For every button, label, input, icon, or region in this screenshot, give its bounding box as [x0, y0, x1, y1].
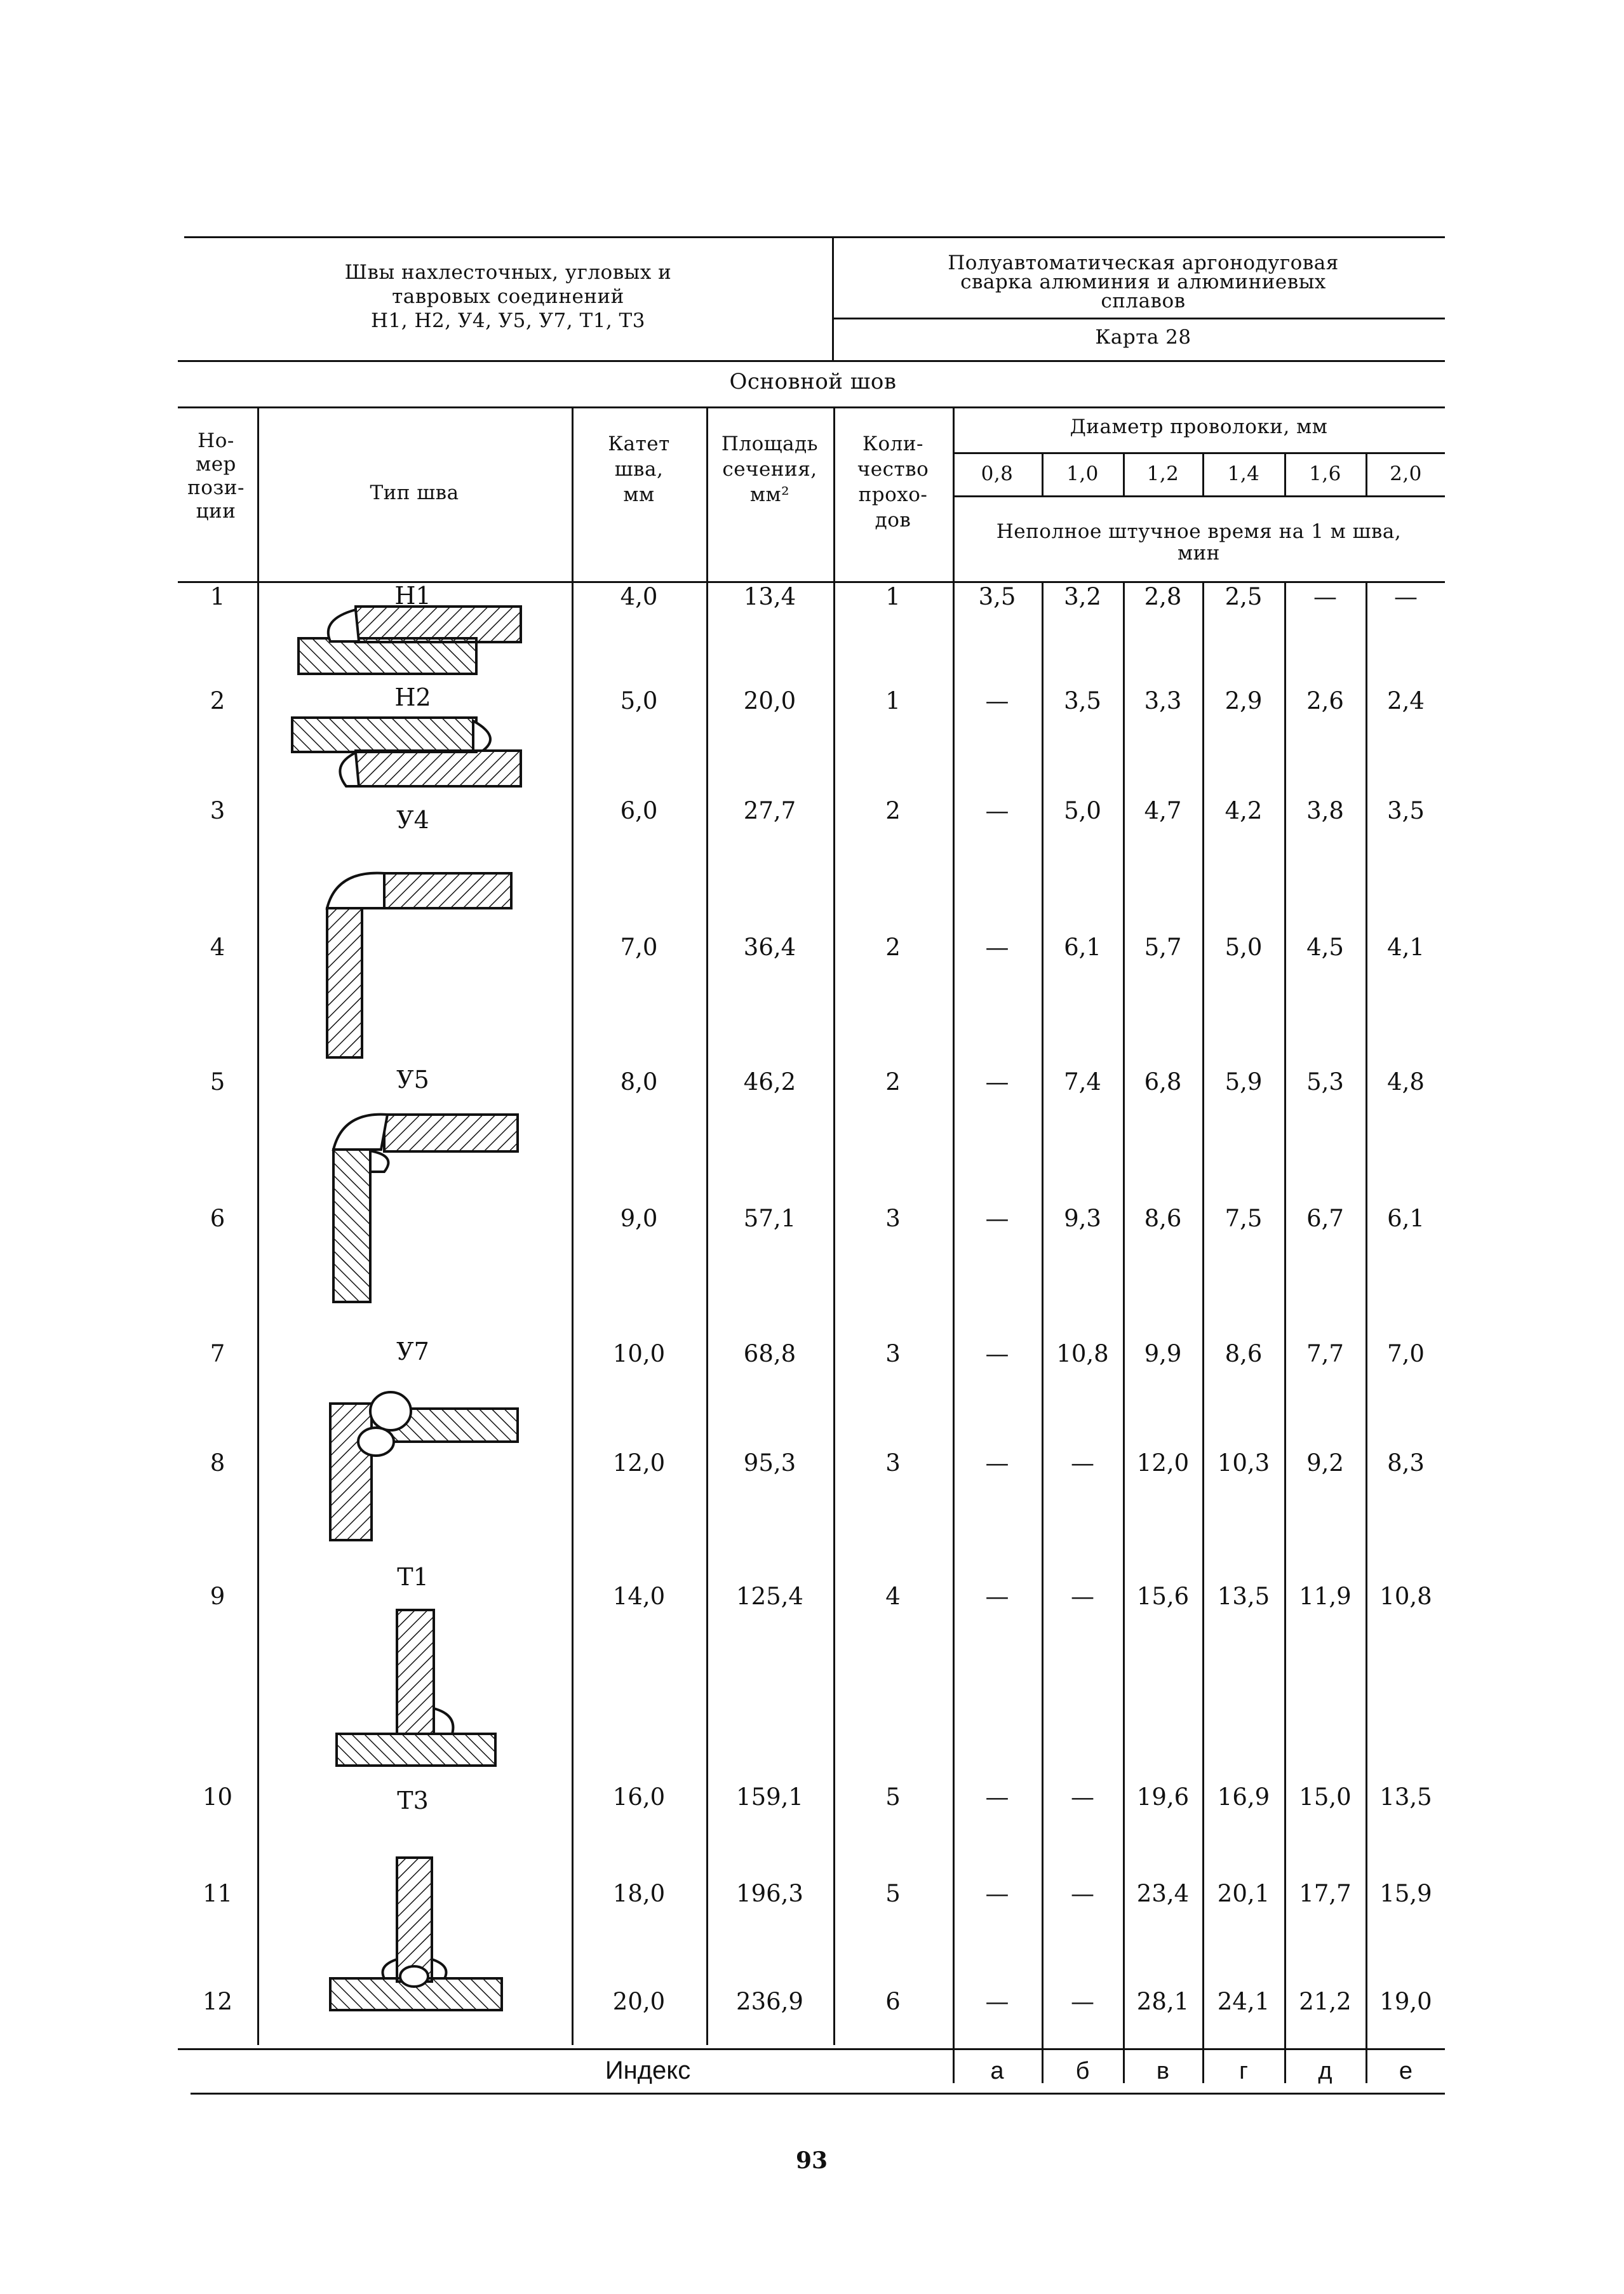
- sketch-t3: [330, 1858, 502, 2010]
- rule-body-bottom: [178, 2048, 1445, 2050]
- row-3-passes: 2: [885, 797, 901, 824]
- row-5-time-2: 6,8: [1144, 1068, 1182, 1096]
- row-2-time-0: —: [985, 687, 1009, 714]
- row-2-passes: 1: [885, 687, 901, 714]
- rule-top: [184, 236, 1445, 238]
- row-6-time-1: 9,3: [1064, 1205, 1101, 1232]
- row-12-time-1: —: [1071, 1988, 1094, 2015]
- row-4-time-0: —: [985, 934, 1009, 961]
- seam-label-y7: У7: [396, 1338, 429, 1365]
- col-area-1: Площадь: [721, 433, 819, 455]
- row-9-time-4: 11,9: [1299, 1583, 1352, 1610]
- sketch-y5: [333, 1115, 518, 1302]
- index-e: е: [1399, 2058, 1413, 2084]
- row-3-time-1: 5,0: [1064, 797, 1101, 824]
- row-6-time-2: 8,6: [1144, 1205, 1182, 1232]
- page-number: 93: [795, 2147, 828, 2174]
- row-7-time-0: —: [985, 1340, 1009, 1367]
- row-3-time-3: 4,2: [1225, 797, 1263, 824]
- row-2-leg: 5,0: [620, 687, 658, 714]
- row-2-time-3: 2,9: [1225, 687, 1263, 714]
- row-4-n: 4: [210, 934, 225, 961]
- row-4-area: 36,4: [743, 934, 796, 961]
- col-seam-type: Тип шва: [370, 481, 459, 504]
- row-11-area: 196,3: [736, 1880, 803, 1907]
- row-9-n: 9: [210, 1583, 225, 1610]
- row-1-area: 13,4: [743, 583, 796, 610]
- row-1-time-0: 3,5: [978, 583, 1016, 610]
- right-title-line-2: сварка алюминия и алюминиевых: [960, 271, 1326, 293]
- row-8-time-4: 9,2: [1306, 1449, 1344, 1477]
- row-3-time-0: —: [985, 797, 1009, 824]
- row-4-time-2: 5,7: [1144, 934, 1182, 961]
- col-position-3: пози-: [187, 476, 245, 499]
- row-9-time-3: 13,5: [1217, 1583, 1270, 1610]
- row-1-time-5: —: [1394, 583, 1418, 610]
- row-10-time-0: —: [985, 1783, 1009, 1811]
- row-9-area: 125,4: [736, 1583, 803, 1610]
- seam-label-h1: Н1: [394, 582, 431, 610]
- row-4-leg: 7,0: [620, 934, 658, 961]
- row-11-n: 11: [202, 1880, 233, 1907]
- row-7-area: 68,8: [743, 1340, 796, 1367]
- diameter-1: 1,0: [1066, 462, 1099, 485]
- row-11-time-1: —: [1071, 1880, 1094, 1907]
- seam-label-t3: Т3: [397, 1787, 429, 1814]
- row-7-time-3: 8,6: [1225, 1340, 1263, 1367]
- row-6-leg: 9,0: [620, 1205, 658, 1232]
- rule-header-divider: [832, 236, 834, 360]
- col-leg-2: шва,: [614, 458, 664, 481]
- rule-diameter-top: [953, 452, 1445, 454]
- row-1-leg: 4,0: [620, 583, 658, 610]
- row-8-time-3: 10,3: [1217, 1449, 1270, 1477]
- row-7-time-4: 7,7: [1306, 1340, 1344, 1367]
- col-passes-2: чество: [857, 458, 929, 481]
- sketch-y7: [330, 1392, 518, 1540]
- right-title-line-1: Полуавтоматическая аргонодуговая: [948, 252, 1339, 274]
- row-1-passes: 1: [885, 583, 901, 610]
- left-title-line-1: Швы нахлесточных, угловых и: [344, 261, 672, 284]
- row-6-n: 6: [210, 1205, 225, 1232]
- row-2-n: 2: [210, 687, 225, 714]
- row-9-time-2: 15,6: [1136, 1583, 1190, 1610]
- row-8-time-0: —: [985, 1449, 1009, 1477]
- row-6-time-0: —: [985, 1205, 1009, 1232]
- index-g: г: [1239, 2058, 1248, 2084]
- row-7-time-1: 10,8: [1056, 1340, 1109, 1367]
- index-b: б: [1075, 2058, 1090, 2084]
- row-8-leg: 12,0: [612, 1449, 666, 1477]
- row-2-time-1: 3,5: [1064, 687, 1101, 714]
- row-1-time-4: —: [1313, 583, 1337, 610]
- card-label: Карта 28: [1095, 326, 1191, 349]
- col-leg-3: мм: [623, 483, 655, 506]
- rule-diameter-bottom: [953, 495, 1445, 497]
- row-4-passes: 2: [885, 934, 901, 961]
- row-10-time-5: 13,5: [1379, 1783, 1432, 1811]
- left-title-line-2: тавровых соединений: [392, 285, 624, 308]
- col-area-3: мм²: [749, 483, 790, 506]
- row-9-passes: 4: [885, 1583, 901, 1610]
- row-12-time-3: 24,1: [1217, 1988, 1270, 2015]
- row-5-leg: 8,0: [620, 1068, 658, 1096]
- col-position-1: Но-: [198, 429, 234, 452]
- row-4-time-1: 6,1: [1064, 934, 1101, 961]
- diameter-5: 2,0: [1390, 462, 1422, 485]
- index-label: Индекс: [605, 2056, 691, 2084]
- row-11-time-0: —: [985, 1880, 1009, 1907]
- row-3-area: 27,7: [743, 797, 796, 824]
- seam-label-y5: У5: [396, 1066, 429, 1094]
- index-d: д: [1318, 2058, 1332, 2084]
- rule-col-5: [953, 406, 955, 2083]
- row-4-time-5: 4,1: [1387, 934, 1425, 961]
- row-11-time-4: 17,7: [1299, 1880, 1352, 1907]
- row-10-area: 159,1: [736, 1783, 803, 1811]
- row-11-leg: 18,0: [612, 1880, 666, 1907]
- row-12-area: 236,9: [736, 1988, 803, 2015]
- row-11-time-3: 20,1: [1217, 1880, 1270, 1907]
- row-3-time-5: 3,5: [1387, 797, 1425, 824]
- index-a: а: [990, 2058, 1004, 2084]
- row-12-leg: 20,0: [612, 1988, 666, 2015]
- row-6-passes: 3: [885, 1205, 901, 1232]
- time-label-2: мин: [1178, 542, 1220, 565]
- row-1-time-1: 3,2: [1064, 583, 1101, 610]
- diameter-0: 0,8: [981, 462, 1014, 485]
- row-6-time-4: 6,7: [1306, 1205, 1344, 1232]
- row-10-time-3: 16,9: [1217, 1783, 1270, 1811]
- row-6-time-3: 7,5: [1225, 1205, 1263, 1232]
- rule-col-1: [257, 406, 259, 2045]
- seam-label-t1: Т1: [397, 1563, 429, 1591]
- row-3-time-4: 3,8: [1306, 797, 1344, 824]
- row-12-passes: 6: [885, 1988, 901, 2015]
- row-12-time-0: —: [985, 1988, 1009, 2015]
- sketch-h2: [292, 718, 521, 786]
- row-2-area: 20,0: [743, 687, 796, 714]
- row-11-passes: 5: [885, 1880, 901, 1907]
- rule-header-bottom: [178, 360, 1445, 362]
- row-12-time-4: 21,2: [1299, 1988, 1352, 2015]
- row-5-n: 5: [210, 1068, 225, 1096]
- col-passes-4: дов: [875, 509, 911, 532]
- row-8-time-5: 8,3: [1387, 1449, 1425, 1477]
- sketch-t1: [337, 1610, 495, 1766]
- row-10-n: 10: [202, 1783, 233, 1811]
- row-9-time-5: 10,8: [1379, 1583, 1432, 1610]
- row-8-time-2: 12,0: [1136, 1449, 1190, 1477]
- row-7-n: 7: [210, 1340, 225, 1367]
- col-passes-1: Коли-: [862, 433, 923, 455]
- seam-label-y4: У4: [396, 806, 429, 834]
- diameter-4: 1,6: [1309, 462, 1341, 485]
- col-area-2: сечения,: [722, 458, 817, 481]
- seam-label-h2: Н2: [394, 683, 431, 711]
- sketch-y4: [327, 873, 511, 1057]
- row-12-time-5: 19,0: [1379, 1988, 1432, 2015]
- row-6-time-5: 6,1: [1387, 1205, 1425, 1232]
- row-10-time-4: 15,0: [1299, 1783, 1352, 1811]
- row-10-leg: 16,0: [612, 1783, 666, 1811]
- row-12-n: 12: [202, 1988, 233, 2015]
- row-5-area: 46,2: [743, 1068, 796, 1096]
- row-9-leg: 14,0: [612, 1583, 666, 1610]
- diameter-3: 1,4: [1227, 462, 1260, 485]
- rule-section-bottom: [178, 406, 1445, 408]
- row-8-area: 95,3: [743, 1449, 796, 1477]
- row-1-time-2: 2,8: [1144, 583, 1182, 610]
- row-2-time-4: 2,6: [1306, 687, 1344, 714]
- col-leg-1: Катет: [608, 433, 670, 455]
- diameter-2: 1,2: [1146, 462, 1179, 485]
- row-7-time-2: 9,9: [1144, 1340, 1182, 1367]
- row-10-time-1: —: [1071, 1783, 1094, 1811]
- row-9-time-1: —: [1071, 1583, 1094, 1610]
- row-1-time-3: 2,5: [1225, 583, 1263, 610]
- row-5-time-5: 4,8: [1387, 1068, 1425, 1096]
- row-5-time-4: 5,3: [1306, 1068, 1344, 1096]
- row-8-passes: 3: [885, 1449, 901, 1477]
- right-title-line-3: сплавов: [1101, 290, 1186, 312]
- row-4-time-3: 5,0: [1225, 934, 1263, 961]
- row-7-time-5: 7,0: [1387, 1340, 1425, 1367]
- row-7-leg: 10,0: [612, 1340, 666, 1367]
- row-7-passes: 3: [885, 1340, 901, 1367]
- row-8-time-1: —: [1071, 1449, 1094, 1477]
- rule-index-bottom: [191, 2093, 1445, 2095]
- col-passes-3: прохо-: [858, 483, 928, 506]
- section-title: Основной шов: [729, 369, 897, 394]
- row-11-time-5: 15,9: [1379, 1880, 1432, 1907]
- row-10-passes: 5: [885, 1783, 901, 1811]
- rule-card-top: [832, 318, 1445, 319]
- left-title-line-3: Н1, Н2, У4, У5, У7, Т1, Т3: [371, 309, 645, 332]
- row-4-time-4: 4,5: [1306, 934, 1344, 961]
- time-label-1: Неполное штучное время на 1 м шва,: [996, 520, 1402, 543]
- index-v: в: [1156, 2058, 1170, 2084]
- row-10-time-2: 19,6: [1136, 1783, 1190, 1811]
- row-5-time-0: —: [985, 1068, 1009, 1096]
- row-1-n: 1: [210, 583, 225, 610]
- row-12-time-2: 28,1: [1136, 1988, 1190, 2015]
- row-3-leg: 6,0: [620, 797, 658, 824]
- row-11-time-2: 23,4: [1136, 1880, 1190, 1907]
- row-2-time-2: 3,3: [1144, 687, 1182, 714]
- col-position-4: ции: [196, 500, 236, 523]
- col-position-2: мер: [196, 453, 236, 476]
- row-3-time-2: 4,7: [1144, 797, 1182, 824]
- row-5-time-3: 5,9: [1225, 1068, 1263, 1096]
- row-6-area: 57,1: [743, 1205, 796, 1232]
- row-5-time-1: 7,4: [1064, 1068, 1101, 1096]
- row-5-passes: 2: [885, 1068, 901, 1096]
- row-2-time-5: 2,4: [1387, 687, 1425, 714]
- row-9-time-0: —: [985, 1583, 1009, 1610]
- col-wire-diameter: Диаметр проволоки, мм: [1070, 415, 1328, 438]
- sketch-h1: [299, 607, 521, 674]
- row-8-n: 8: [210, 1449, 225, 1477]
- row-3-n: 3: [210, 797, 225, 824]
